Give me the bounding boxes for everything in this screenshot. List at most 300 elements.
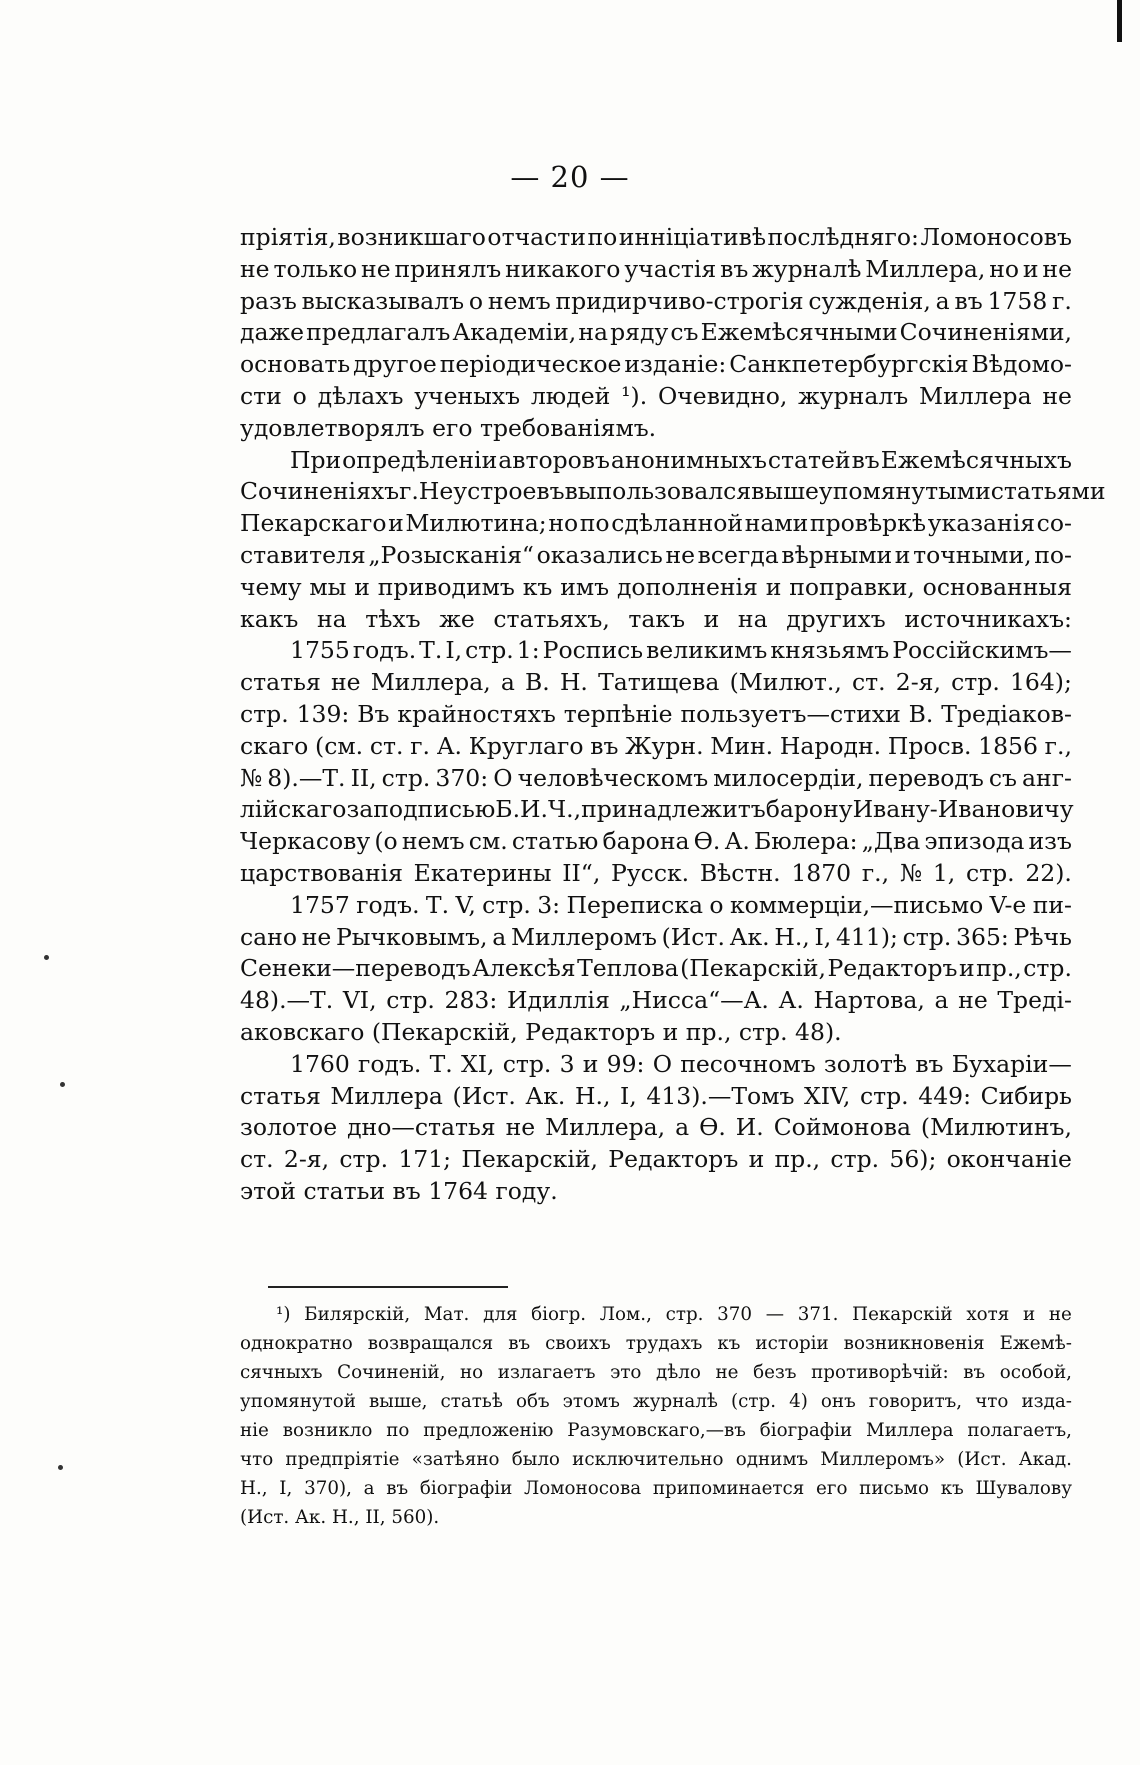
word: стр. [482,890,531,919]
word: инніціативѣ [618,223,767,251]
word: (см. [315,731,364,760]
word: однимъ [735,1449,809,1470]
word: Татищева [598,668,720,697]
word: статьями [990,477,1106,506]
word: возникновенія [843,1333,985,1354]
word: г., [1044,731,1072,760]
word: приводимъ [377,572,515,601]
word: 1856 [978,731,1038,760]
word: Сибирь [980,1081,1072,1110]
word: а [935,286,950,315]
word: Очевидно, [658,381,788,410]
text-line [240,890,1072,922]
word: Народн. [779,731,882,760]
word: „Нисса“—А. [619,986,769,1015]
footnote-line [240,1358,1072,1387]
word: исторіи [755,1333,829,1354]
word: Екатерины [413,858,552,887]
word: Миллера [865,1420,954,1441]
footnote-line [240,1387,1072,1416]
word: барону [765,795,853,824]
word: статей [767,445,851,474]
word: авторовъ [498,445,610,474]
word: песочномъ [680,1049,816,1078]
word: выше, [369,1391,428,1412]
word: но [989,254,1019,283]
word: золотое [240,1113,338,1142]
word: сано [240,922,297,951]
text-line [240,381,1072,413]
word: что [975,1391,1009,1412]
word: Т. [419,636,443,665]
word: провѣркѣ [809,509,927,538]
word: поправки, [789,572,915,601]
word: Пекарскій, [461,1145,598,1174]
word: своихъ [545,1333,611,1354]
word: И. [520,795,549,824]
word: было [511,1449,560,1470]
word: сужденія, [808,286,931,315]
footnote-line: (Ист. Ак. Н., II, 560). [240,1507,440,1528]
word: Лом., [599,1304,652,1325]
word: письмо [859,1478,929,1499]
footnote-line [240,1445,1072,1474]
word: 164); [1009,668,1072,697]
word: 48).—Т. [240,986,334,1015]
word: мы [309,572,347,601]
text-line [240,794,1072,826]
word: Журн. [625,731,704,760]
text-line [240,826,1072,858]
word: Милютина; [405,509,547,538]
word: по- [1034,540,1072,569]
text-line [240,1144,1072,1176]
word: статьѣ [440,1391,503,1412]
word: періодическое [439,350,622,379]
word: въ [720,254,749,283]
word: журналѣ [752,254,862,283]
word: но [548,509,579,538]
word: нами [744,509,809,538]
word: Ежемѣ- [999,1333,1072,1354]
word: 3: [537,890,561,919]
word: журналъ [798,381,909,410]
word: однократно [240,1333,353,1354]
word: Ежемѣсячными [700,318,898,347]
word: переводъ [868,763,984,792]
word: (Пекарскій, [680,954,826,983]
text-line [240,1112,1072,1144]
word: немъ [487,286,551,315]
word: статья [240,668,321,697]
word: не [1048,1304,1072,1325]
word: годъ. [352,636,417,665]
word: и [1022,1304,1036,1325]
word: I, [279,1478,293,1499]
word: человѣческомъ [517,763,709,792]
word: участія [624,254,717,283]
word: Нартова, [813,986,925,1015]
text-line [240,286,1072,318]
word: же [439,604,475,633]
word: № [240,763,263,792]
word: эпизода [924,827,1025,856]
word: 56); [889,1145,937,1174]
word: основать [240,350,351,379]
word: г. [399,477,419,506]
word: Ломоносовъ [920,223,1072,251]
text-line [240,953,1072,985]
word: Соймонова [773,1113,911,1142]
text-line [240,476,1106,508]
word: Просв. [887,731,972,760]
word: изда- [1021,1391,1072,1412]
word: немъ [401,827,465,856]
word: 283: [444,986,498,1015]
word: стр. [465,636,514,665]
word: такъ [628,604,686,633]
word: и [354,572,370,601]
word: не [505,1113,536,1142]
word: Академіи, [452,318,577,347]
word: Тредіаков- [941,699,1072,728]
word: другихъ [786,604,886,633]
word: по [579,509,610,538]
word: V, [455,890,476,919]
word: стр. [951,668,1000,697]
word: біографіи [419,1478,513,1499]
word: 171; [398,1145,452,1174]
word: 2-я, [283,1145,330,1174]
word: на [316,604,347,633]
word: стр. [830,1145,880,1174]
word: XI, [460,1049,495,1078]
word: дѣло [656,1362,701,1383]
word: Ѳ. [693,827,721,856]
word: и [1022,254,1039,283]
word: 2-я, [895,668,941,697]
word: 1, [932,858,956,887]
word: и [748,1145,765,1174]
word: въ [508,1333,531,1354]
word: Ломоносова [524,1478,642,1499]
word: всегда [697,540,779,569]
word: не [715,1362,739,1383]
word: Ивану-Ивановичу [852,795,1074,824]
word: Роспись [542,636,644,665]
word: и [582,1049,599,1078]
word: О [493,763,513,792]
word: въ [851,445,880,474]
word: (о [374,827,398,856]
word: изданіе: [624,350,727,379]
word: изъ [1028,827,1072,856]
word: стр. [965,858,1015,887]
word: стр. [859,1081,909,1110]
word: Сочиненій, [337,1362,446,1383]
word: Н., [240,1478,268,1499]
word: Бухаріи— [951,1049,1072,1078]
word: Въ [357,699,390,728]
word: пріятія, [240,223,336,251]
text-line [240,540,1072,572]
word: людей [530,381,611,410]
word: принадлежитъ [581,795,766,824]
word: Ч., [548,795,582,824]
text-line [240,317,1072,349]
word: 413).—Томъ [646,1081,795,1110]
word: Треді- [997,986,1072,1015]
word: ст. [369,731,404,760]
word: I, [620,1081,637,1110]
word: О [652,1049,672,1078]
word: Русск. [611,858,690,887]
word: годъ. [356,890,420,919]
word: Т. [425,890,450,919]
word: Б. [495,795,521,824]
word: анонимныхъ [610,445,767,474]
word: VI, [342,986,377,1015]
word: подписью [373,795,496,824]
word: Сочиненіяхъ [240,477,400,506]
word: г. [410,731,431,760]
word: коммерціи,—письмо [729,890,984,919]
word: Алексѣя [472,954,576,983]
word: источникахъ: [904,604,1072,633]
word: А. [778,986,804,1015]
word: не [1042,381,1072,410]
text-line [240,763,1072,795]
word: о [468,286,484,315]
word: Мат. [423,1304,470,1325]
word: съ [988,763,1017,792]
word: 1755 [290,636,350,665]
word: Ак. [729,922,770,951]
word: этомъ [562,1391,620,1412]
word: ст. [240,1145,274,1174]
word: возникло [282,1420,373,1441]
word: біографіи [759,1420,853,1441]
word: ставителя [240,540,366,569]
word: окончаніе [946,1145,1072,1174]
word: Редакторъ [827,954,958,983]
word: 1: [516,636,540,665]
word: вѣрными [781,540,893,569]
word: см. [468,827,508,856]
word: стр. [339,1145,389,1174]
word: Пекарскаго [240,509,387,538]
word: стр. [240,699,289,728]
word: (Ист. [957,1449,1007,1470]
word: а [675,1113,690,1142]
word: опредѣленіи [342,445,498,474]
word: онъ [820,1391,856,1412]
word: какъ [240,604,299,633]
text-line: этой статьи въ 1764 году. [240,1176,558,1205]
word: Ежемѣсячныхъ [880,445,1072,474]
word: Россійскимъ— [892,636,1072,665]
word: Разумовскаго,—въ [567,1420,746,1441]
word: статью [511,827,599,856]
word: Санкпетербургскія [729,350,969,379]
word: — [765,1304,785,1325]
page-number: — 20 — [510,160,630,194]
word: 370: [435,763,489,792]
word: разъ [240,286,297,315]
word: о [709,890,724,919]
word: Н., [574,1081,611,1110]
word: къ [717,1333,741,1354]
word: 370 [717,1304,753,1325]
word: (Ист. [661,922,725,951]
word: ученыхъ [414,381,521,410]
word: терпѣніе [563,699,673,728]
word: на [737,604,768,633]
word: по [386,1420,410,1441]
word: (стр. [731,1391,777,1412]
text-line [240,858,1072,890]
text-line [240,254,1072,286]
word: А. [436,731,463,760]
word: о [292,381,307,410]
word: ¹) [276,1304,291,1325]
word: Теплова [577,954,679,983]
word: Миллеромъ» [820,1449,946,1470]
word: «затѣяно [411,1449,500,1470]
word: не [665,540,696,569]
word: 22). [1025,858,1072,887]
word: не [958,986,988,1015]
word: лійскаго [240,795,347,824]
word: излагаетъ [497,1362,596,1383]
word: отчасти [487,223,586,251]
scan-speck [60,1082,65,1087]
word: статьяхъ, [493,604,610,633]
word: Переписка [566,890,704,919]
word: за [346,795,374,824]
word: Акад. [1018,1449,1072,1470]
word: Неустроевъ [418,477,565,506]
word: Вѣстн. [699,858,781,887]
word: къ [522,572,553,601]
word: великимъ [646,636,768,665]
word: указанія [927,509,1036,538]
word: безъ [753,1362,797,1383]
word: 1870 [791,858,852,887]
text-line [240,604,1072,636]
footnote-line [240,1416,1072,1445]
word: противорѣчій: [811,1362,949,1383]
word: Круглаго [468,731,584,760]
word: Черкасову [240,827,371,856]
word: стр. [381,763,431,792]
text-line [240,1081,1072,1113]
word: точными, [913,540,1032,569]
text-line [240,985,1072,1017]
scan-speck [58,1465,63,1470]
scan-speck [44,955,49,960]
word: А. [724,827,750,856]
word: журналѣ [632,1391,718,1412]
word: 8).—Т. [267,763,346,792]
text-line: удовлетворялъ его требованіямъ. [240,413,657,442]
text-line: аковскаго (Пекарскій, Редакторъ и пр., стр. 48). [240,1017,842,1046]
word: дѣлахъ [317,381,404,410]
text-line [240,1049,1072,1081]
word: что [240,1449,274,1470]
word: предлагалъ [306,318,451,347]
word: оказались [536,540,663,569]
text-line [240,508,1072,540]
word: ст. [851,668,886,697]
word: для [483,1304,518,1325]
word: „Два [861,827,921,856]
word: объ [515,1391,550,1412]
word: ніе [240,1420,269,1441]
word: пр., [774,1145,821,1174]
word: Рычковымъ, [336,922,488,951]
word: 365: [956,922,1009,951]
text-line [240,349,1072,381]
word: В. [525,668,550,697]
word: стр. [1023,954,1072,983]
word: особой, [999,1362,1072,1383]
text-line [240,635,1072,667]
word: имъ [560,572,610,601]
word: въ [915,1049,944,1078]
word: стр. [902,922,952,951]
word: не [240,254,270,283]
word: принялъ [394,254,502,283]
word: дополненія [616,572,758,601]
word: ¹). [621,381,648,410]
word: I, [445,636,463,665]
word: годъ. [358,1049,422,1078]
word: Миллера, [865,254,986,283]
word: въ [963,1362,986,1383]
word: Н. [559,668,588,697]
word: на [578,318,609,347]
word: II, [350,763,377,792]
word: Н., [774,922,810,951]
word: со- [1036,509,1072,538]
word: Сенеки—переводъ [240,954,471,983]
word: скаго [240,731,309,760]
word: Пекарскій [852,1304,953,1325]
word: даже [240,318,305,347]
word: говоритъ, [868,1391,963,1412]
word: Идиллія [506,986,610,1015]
word: 3 [559,1049,575,1078]
word: къ [940,1478,964,1499]
word: и [765,572,782,601]
word: XIV, [804,1081,851,1110]
word: но [460,1362,484,1383]
word: 4) [789,1391,808,1412]
text-line [240,445,1072,477]
word: полагаетъ, [967,1420,1072,1441]
word: 139: [296,699,350,728]
word: предложенію [423,1420,554,1441]
word: другое [353,350,437,379]
word: 411); [835,922,898,951]
word: Редакторъ [608,1145,739,1174]
word: В. [908,699,934,728]
word: а [934,986,949,1015]
word: Ѳ. [699,1113,726,1142]
word: и [894,540,911,569]
word: золотѣ [823,1049,908,1078]
